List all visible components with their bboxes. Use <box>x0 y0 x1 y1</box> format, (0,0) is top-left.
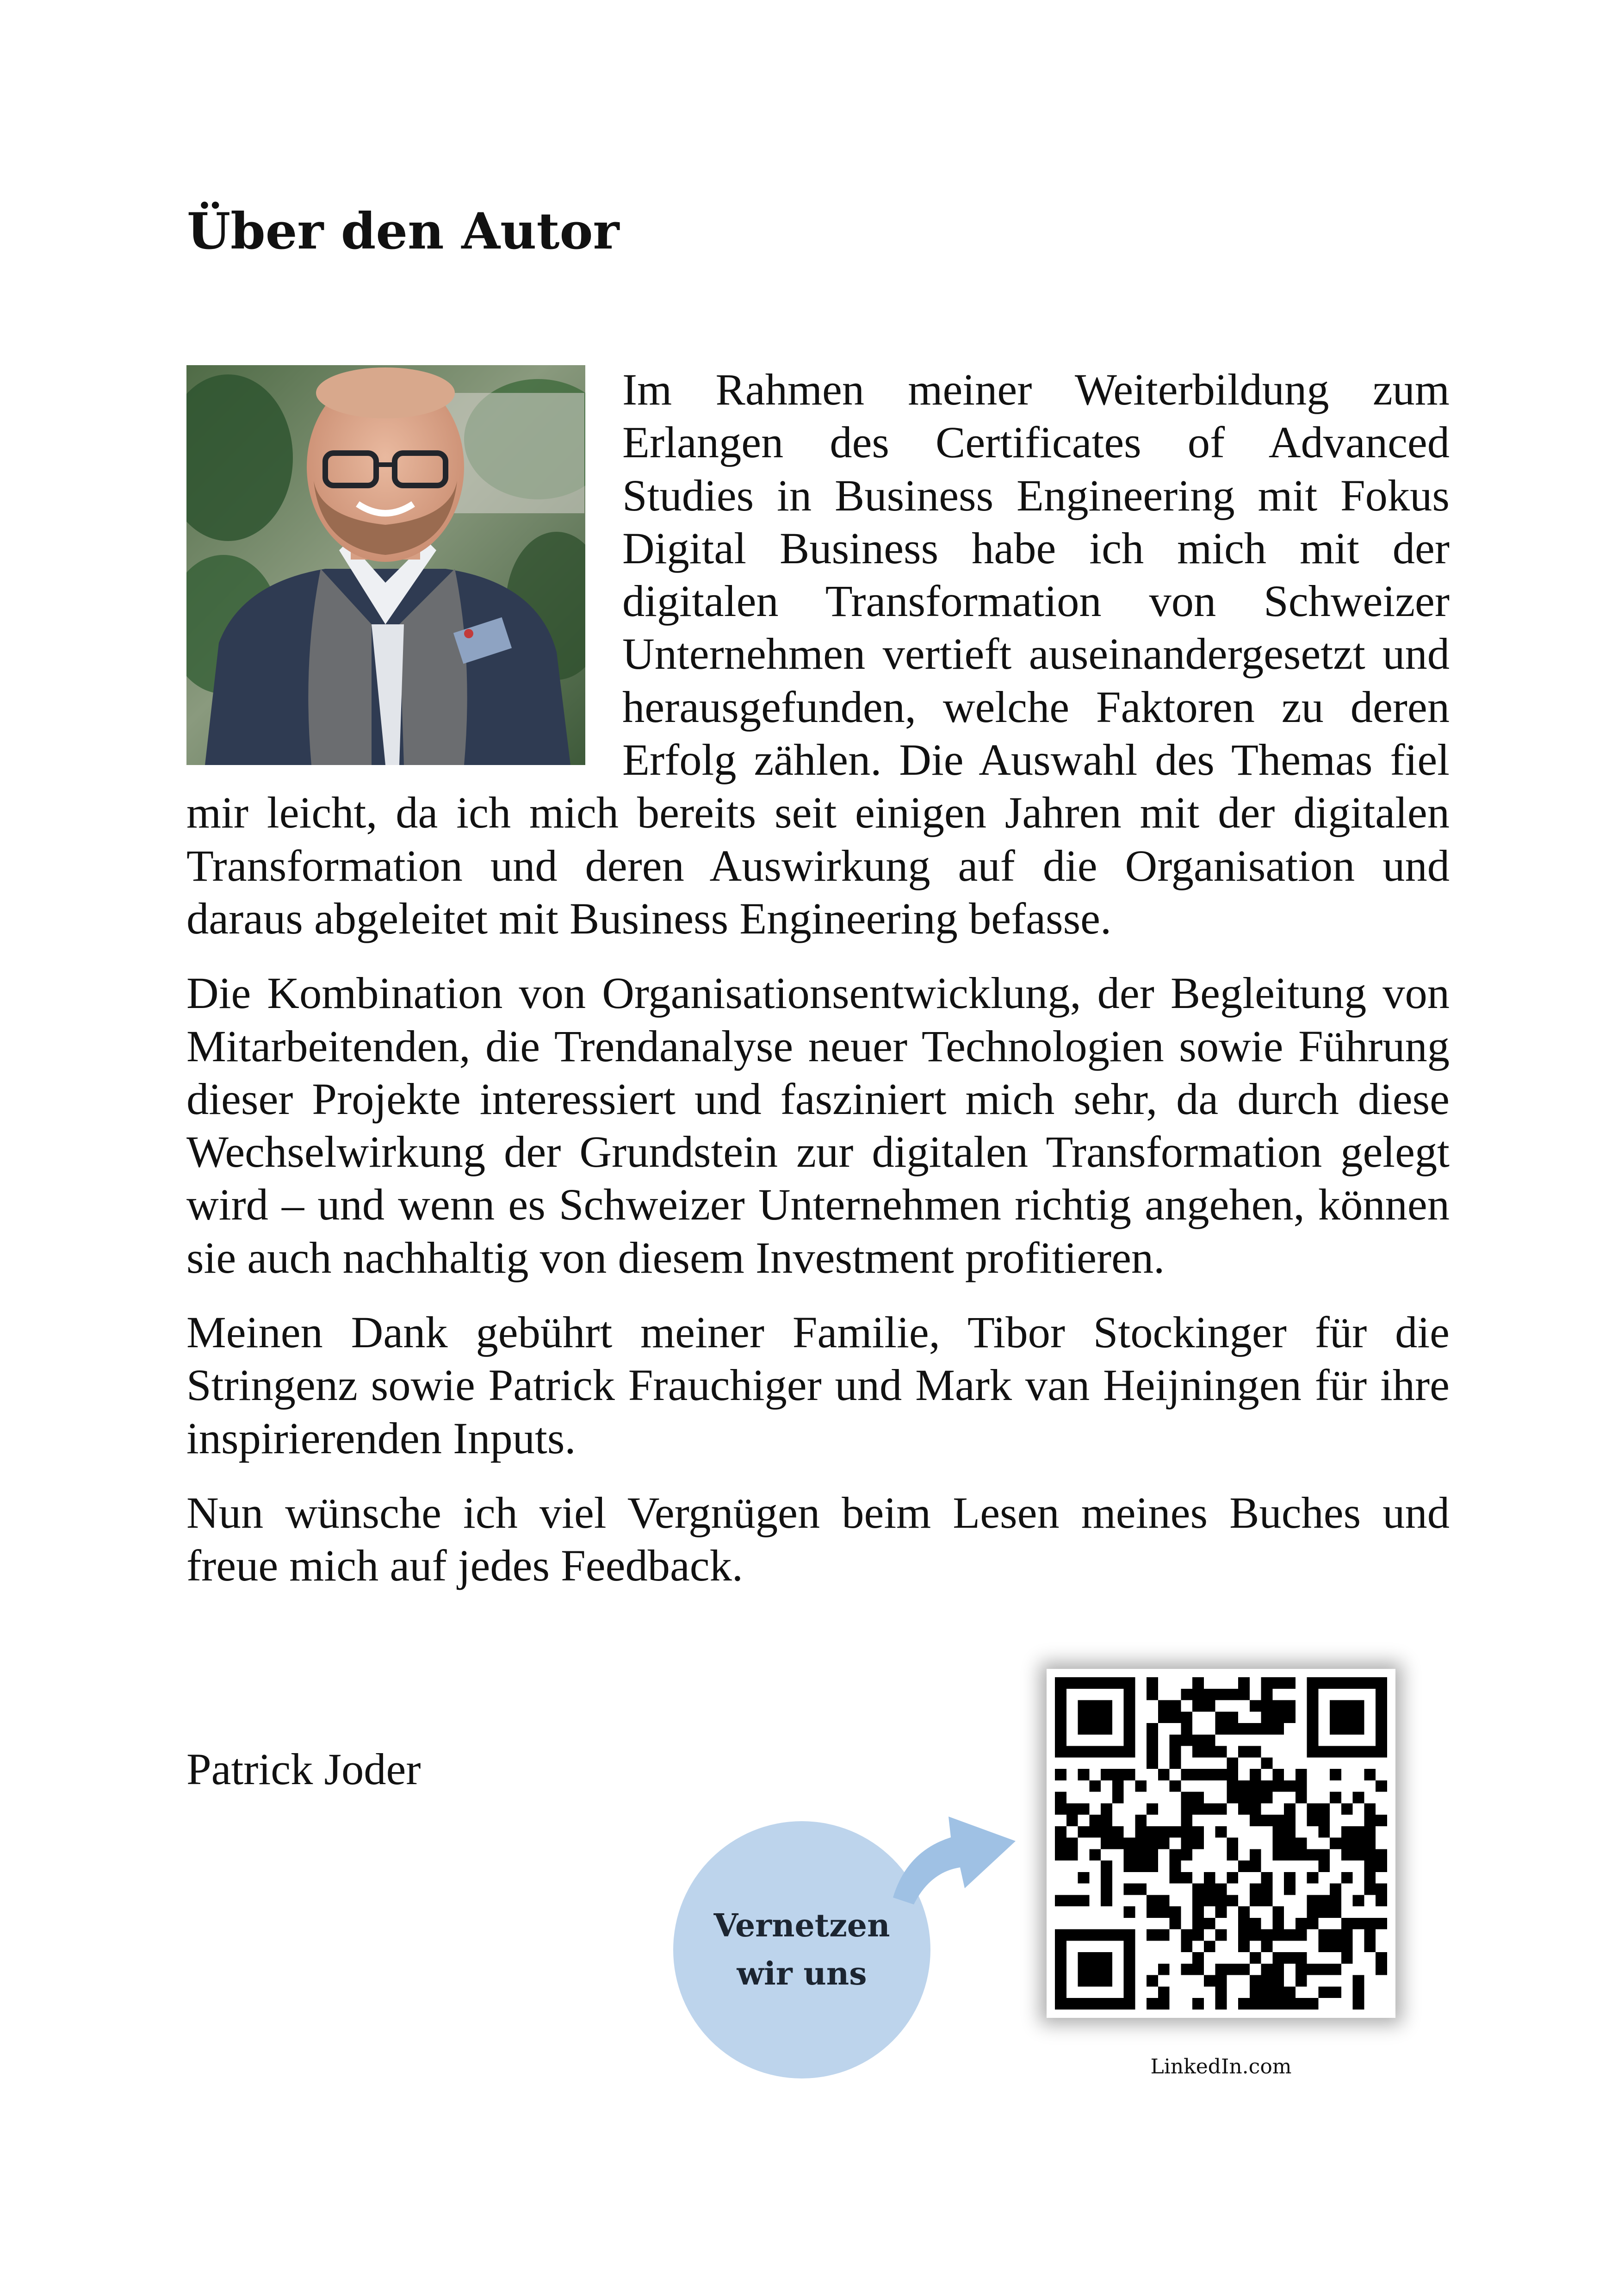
page-title: Über den Autor <box>187 202 620 261</box>
about-paragraph-3: Meinen Dank gebührt meiner Familie, Tibor Stockinger für die Stringenz sowie Patrick Frauchiger und Mark van Heijningen für ihre inspirierenden Inputs. <box>186 1307 1450 1463</box>
about-text <box>186 363 1450 1614</box>
author-portrait <box>186 365 585 765</box>
connect-label-line1: Vernetzen <box>713 1907 890 1944</box>
connect-label-line2: wir uns <box>737 1955 867 1992</box>
qr-code-icon <box>1055 1677 1387 2010</box>
about-paragraph-2: Die Kombination von Organisationsentwicklung, der Begleitung von Mitarbeitenden, die Trendanalyse neuer Technologien sowie Führung dieser Projekte interessiert und fasziniert mich sehr, da durch diese Wechselwirkung der Grundstein zur digitalen Transformation gelegt wird – und wenn es Schweizer Unternehmen richtig angehen, können sie auch nachhaltig von diesem Investment profitieren. <box>186 968 1450 1282</box>
about-paragraph-1: Im Rahmen meiner Weiterbildung zum Erlangen des Certificates of Advanced Studies in Business Engineering mit Fokus Digital Business habe ich mich mit der digitalen Transformation von Schweizer Unternehmen vertieft auseinandergesetzt und herausgefunden, welche Faktoren zu deren Erfolg zählen. Die Auswahl des Themas fiel mir leicht, da ich mich bereits seit einigen Jahren mit der digitalen Transformation und deren Auswirkung auf die Organisation und daraus abgeleitet mit Business Engineering befasse. <box>186 365 1450 943</box>
author-signature: Patrick Joder <box>186 1744 421 1794</box>
qr-caption: LinkedIn.com <box>1150 2055 1292 2078</box>
linkedin-qr-code[interactable] <box>1047 1669 1395 2018</box>
arrow-icon <box>879 1773 1027 1907</box>
about-paragraph-4: Nun wünsche ich viel Vergnügen beim Lesen meines Buches und freue mich auf jedes Feedback. <box>186 1487 1450 1591</box>
